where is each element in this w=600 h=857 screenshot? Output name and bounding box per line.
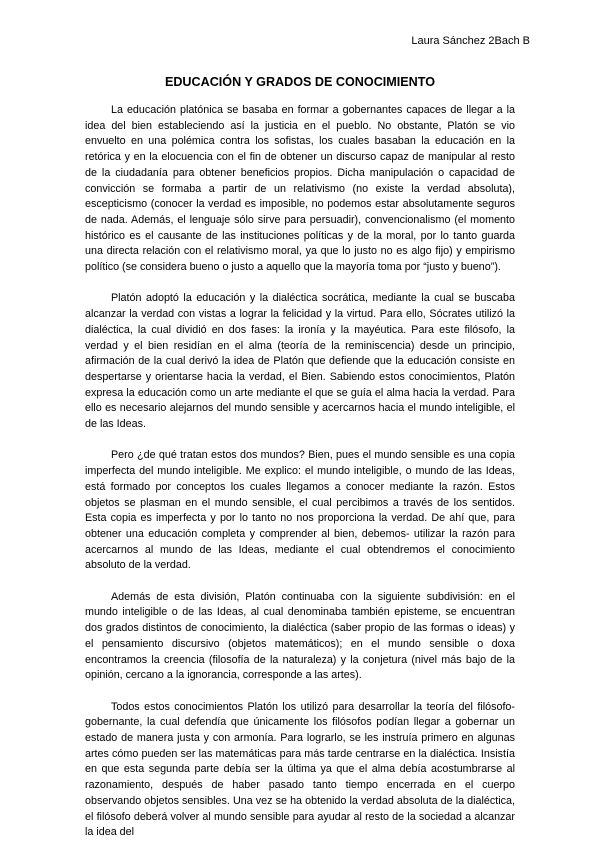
- paragraph-4: Además de esta división, Platón continuaba con la siguiente subdivisión: en el mundo inteligible o de las Ideas, al cual denominaba también episteme, se encuentran dos grados distintos de conocimiento, la dialéctica (saber propio de las formas o ideas) y el pensamiento discursivo (objetos matemáticos); en el mundo sensible o doxa encontramos la creencia (filosofía de la naturaleza) y la conjetura (nivel más bajo de la opinión, cercano a la ignorancia, corresponde a las artes).: [85, 590, 515, 682]
- paragraph-3: Pero ¿de qué tratan estos dos mundos? Bien, pues el mundo sensible es una copia imperfecta del mundo inteligible. Me explico: el mundo inteligible, o mundo de las Ideas, está formado por conceptos los cuales llegamos a conocer mediante la razón. Estos objetos se plasman en el mundo sensible, el cual percibimos a través de los sentidos. Esta copia es imperfecta y por lo tanto no nos proporciona la verdad. De ahí que, para obtener una educación completa y comprender al bien, debemos- utilizar la razón para acercarnos al mundo de las Ideas, mediante el cual obtendremos el conocimiento absoluto de la verdad.: [85, 449, 515, 572]
- paragraph-5: Todos estos conocimientos Platón los utilizó para desarrollar la teoría del filósofo-gobernante, la cual defendía que únicamente los filósofos podían llegar a gobernar un estado de manera justa y con armonía. Para lograrlo, se les instruía primero en algunas artes cómo pueden ser las matemáticas para más tarde centrarse en la dialéctica. Insistía en que esta segunda parte debía ser la última ya que el alma debía acostumbrarse al razonamiento, después de haber pasado tanto tiempo encerrada en el cuerpo observando objetos sensibles. Una vez se ha obtenido la verdad absoluta de la dialéctica, el filósofo deberá volver al mundo sensible para ayudar al resto de la sociedad a alcanzar la idea del: [85, 700, 515, 839]
- document-body: [85, 103, 515, 857]
- paragraph-1: La educación platónica se basaba en formar a gobernantes capaces de llegar a la idea del bien estableciendo así la justicia en el pueblo. No obstante, Platón se vio envuelto en una polémica contra los sofistas, los cuales basaban la educación en la retórica y en la elocuencia con el fin de obtener un discurso capaz de manipular al resto de la ciudadanía para obtener beneficios propios. Dicha manipulación o capacidad de convicción se formaba a partir de un relativismo (no existe la verdad absoluta), escepticismo (conocer la verdad es imposible, no podemos estar absolutamente seguros de nada. Además, el lenguaje sólo sirve para persuadir), convencionalismo (el momento histórico es el causante de las instituciones políticas y de la moral, por lo tanto guarda una directa relación con el relativismo moral, ya que lo justo no es algo fijo) y empirismo político (se considera bueno o justo a aquello que la mayoría toma por “justo y bueno”).: [85, 104, 515, 274]
- paragraph-2: Platón adoptó la educación y la dialéctica socrática, mediante la cual se buscaba alcanzar la verdad con vistas a lograr la felicidad y la virtud. Para ello, Sócrates utilizó la dialéctica, la cual dividió en dos fases: la ironía y la mayéutica. Para este filósofo, la verdad y el bien residían en el alma (teoría de la reminiscencia) desde un principio, afirmación de la cual derivó la idea de Platón que defiende que la educación consiste en despertarse y orientarse hacia la verdad, el Bien. Sabiendo estos conocimientos, Platón expresa la educación como un arte mediante el que se guía el alma hacia la verdad. Para ello es necesario alejarnos del mundo sensible y acercarnos hacia el mundo inteligible, el de las Ideas.: [85, 292, 515, 431]
- author-line: Laura Sánchez 2Bach B: [411, 35, 530, 47]
- document-title: EDUCACIÓN Y GRADOS DE CONOCIMIENTO: [164, 75, 436, 89]
